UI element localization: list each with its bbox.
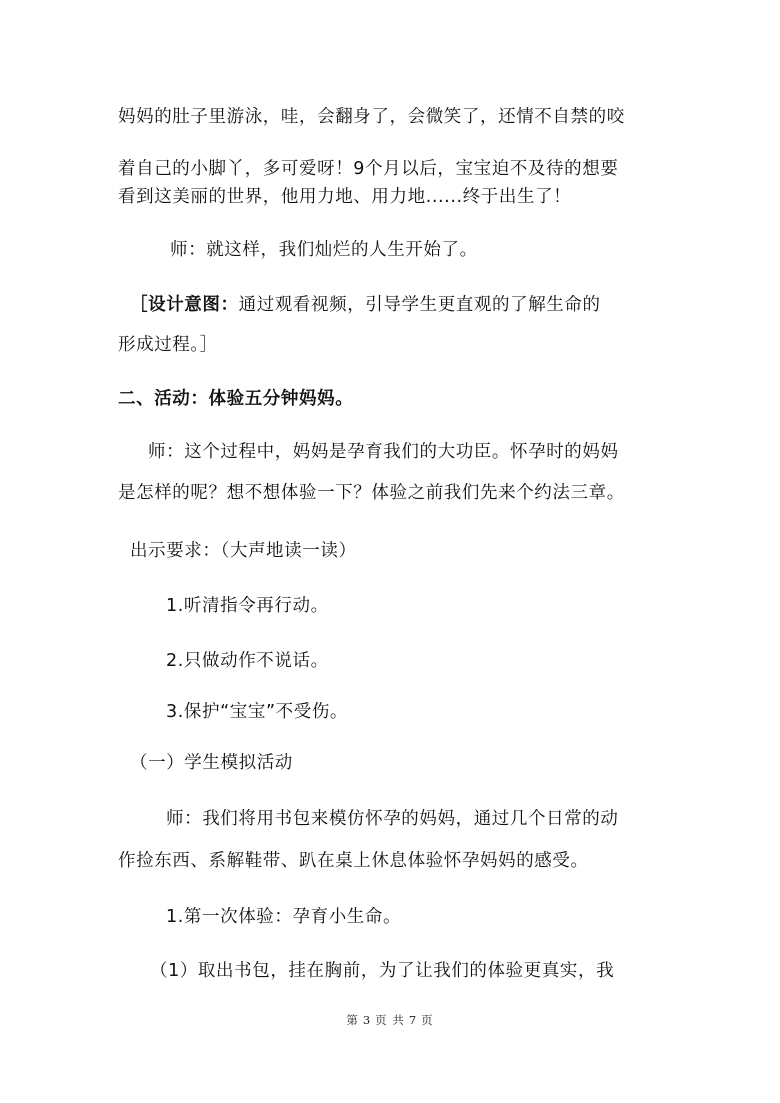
paragraph-line: 着自己的小脚丫，多可爱呀！9个月以后，宝宝迫不及待的想要	[118, 159, 619, 179]
footer-prefix: 第	[346, 1013, 359, 1027]
list-item: 3.保护“宝宝”不受伤。	[166, 702, 349, 722]
list-item: 2.只做动作不说话。	[166, 651, 329, 671]
paragraph-line: 妈妈的肚子里游泳，哇，会翻身了，会微笑了，还情不自禁的咬	[118, 107, 625, 127]
list-item: 1.听清指令再行动。	[166, 596, 329, 616]
section-heading: 二、活动：体验五分钟妈妈。	[118, 389, 354, 409]
paragraph-line: 形成过程。］	[118, 335, 218, 355]
list-item: 1.第一次体验：孕育小生命。	[166, 907, 402, 927]
footer-middle: 页 共	[375, 1013, 405, 1027]
requirement-heading: 出示要求：（大声地读一读）	[130, 541, 357, 561]
paragraph-line: 看到这美丽的世界，他用力地、用力地......终于出生了！	[118, 187, 572, 207]
footer-suffix: 页	[421, 1013, 434, 1027]
teacher-line: 师：这个过程中，妈妈是孕育我们的大功臣。怀孕时的妈妈	[148, 442, 619, 462]
page-footer	[0, 1012, 780, 1028]
design-intent-label: ［设计意图：	[130, 295, 239, 315]
paragraph-line: 作捡东西、系解鞋带、趴在桌上休息体验怀孕妈妈的感受。	[118, 851, 589, 871]
paragraph-line: 是怎样的呢？想不想体验一下？体验之前我们先来个约法三章。	[118, 483, 625, 503]
design-intent-line	[130, 293, 601, 317]
design-intent-text: 通过观看视频，引导学生更直观的了解生命的	[238, 295, 601, 315]
teacher-line: 师：我们将用书包来模仿怀孕的妈妈，通过几个日常的动	[166, 809, 619, 829]
page-number: 3	[362, 1013, 372, 1027]
teacher-line: 师：就这样，我们灿烂的人生开始了。	[170, 240, 478, 260]
paragraph-line: （1）取出书包，挂在胸前，为了让我们的体验更真实，我	[150, 961, 615, 981]
subsection-heading: （一）学生模拟活动	[130, 753, 293, 773]
total-pages: 7	[408, 1013, 418, 1027]
